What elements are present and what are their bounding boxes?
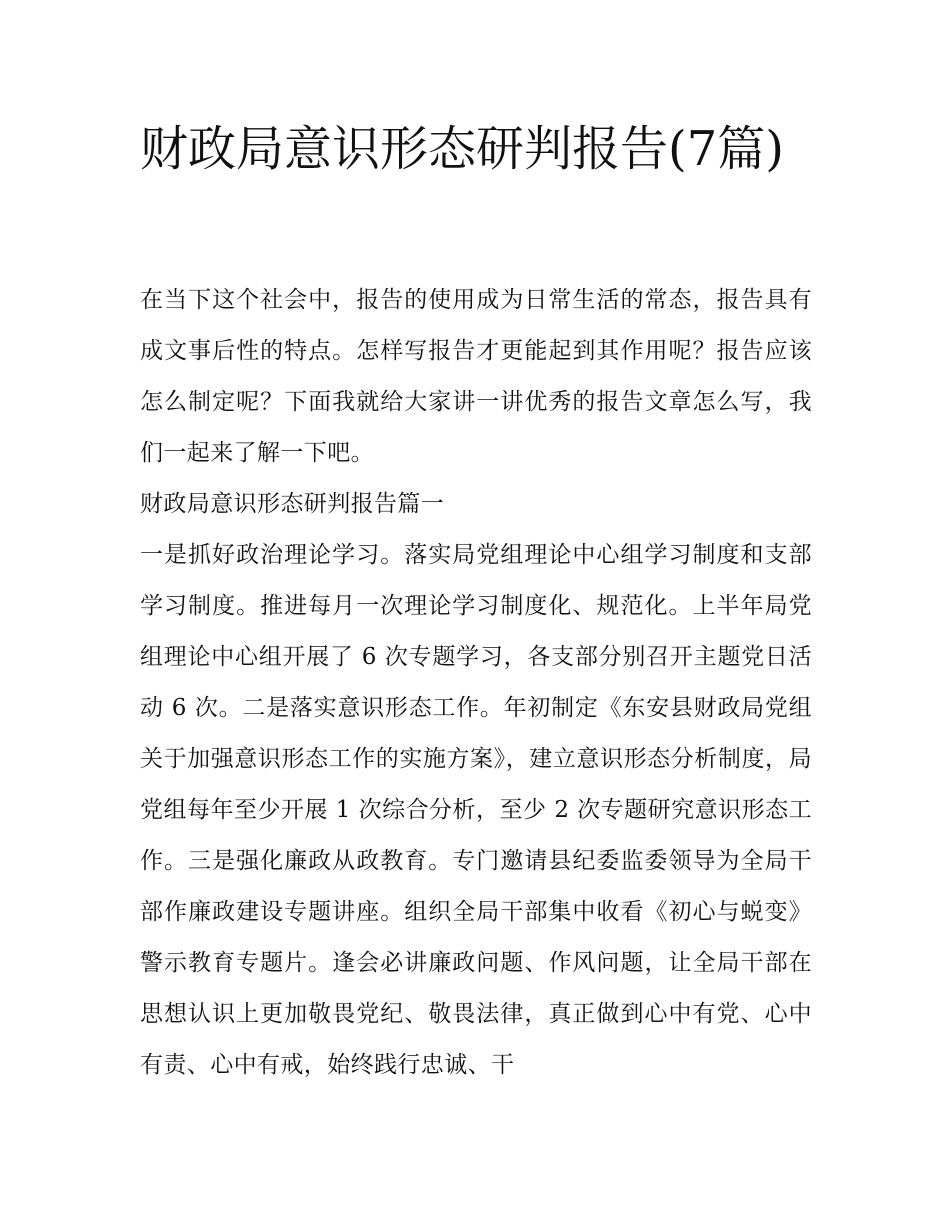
intro-paragraph: 在当下这个社会中，报告的使用成为日常生活的常态，报告具有成文事后性的特点。怎样写报告才更能起到其作用呢？报告应该怎么制定呢？下面我就给大家讲一讲优秀的报告文章怎么写，我们一起来了解一下吧。 (140, 287, 812, 466)
section-body-paragraph: 一是抓好政治理论学习。落实局党组理论中心组学习制度和支部学习制度。推进每月一次理论学习制度化、规范化。上半年局党组理论中心组开展了 6 次专题学习，各支部分别召开主题党日活动 6 次。二是落实意识形态工作。年初制定《东安县财政局党组关于加强意识形态工作的实施方案》，建立意识形态分析制度，局党组每年至少开展 1 次综合分析，至少 2 次专题研究意识形态工作。三是强化廉政从政教育。专门邀请县纪委监委领导为全局干部作廉政建设专题讲座。组织全局干部集中收看《初心与蜕变》警示教育专题片。逢会必讲廉政问题、作风问题，让全局干部在思想认识上更加敬畏党纪、敬畏法律，真正做到心中有党、心中有责、心中有戒，始终践行忠诚、干 (140, 542, 812, 1078)
document-title: 财政局意识形态研判报告(7篇) (140, 121, 784, 177)
section-heading: 财政局意识形态研判报告篇一 (140, 491, 445, 517)
